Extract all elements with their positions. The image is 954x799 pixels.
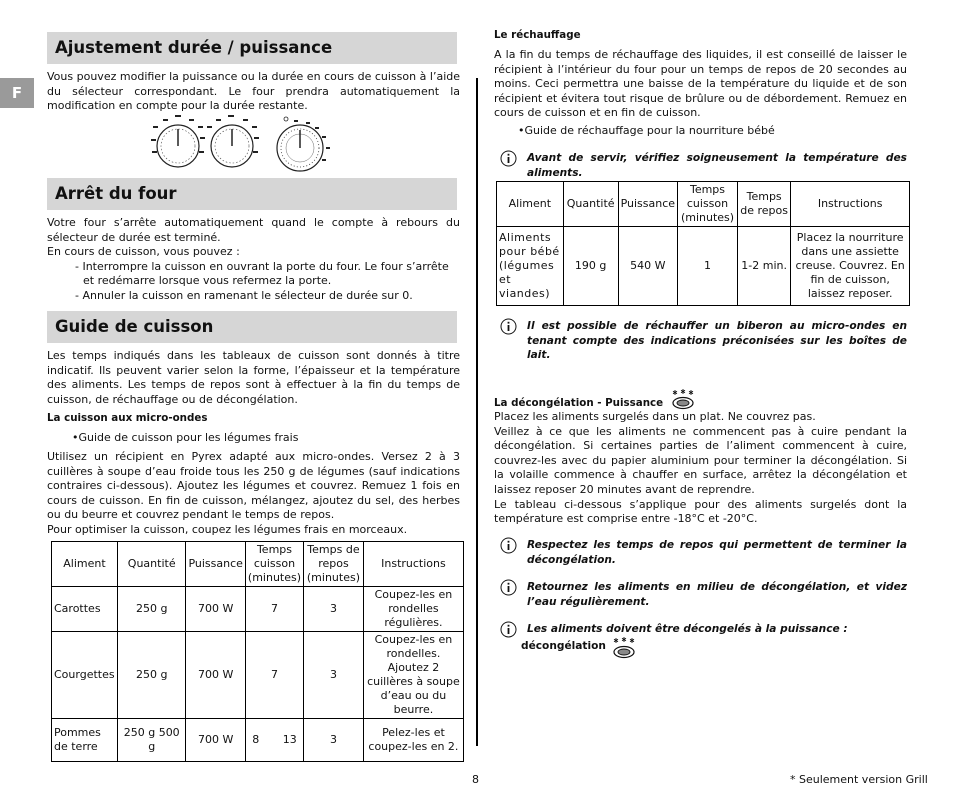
reheat-bullet-bebe: •Guide de réchauffage pour la nourriture bébé bbox=[518, 124, 775, 137]
info-text-3: Respectez les temps de repos qui permettent de terminer la décongélation. bbox=[527, 539, 907, 566]
guide-bullet-legumes: •Guide de cuisson pour les légumes frais bbox=[72, 431, 299, 444]
table-header-cell: Quantité bbox=[117, 542, 186, 587]
vegetables-cooking-table bbox=[51, 541, 464, 762]
table-row bbox=[52, 587, 464, 632]
table-header-cell: Temps de repos (minutes) bbox=[304, 542, 364, 587]
cell-puissance: 540 W bbox=[618, 227, 677, 306]
cell-aliment: Pommes de terre bbox=[52, 719, 118, 762]
arret-text bbox=[47, 216, 460, 304]
page-number: 8 bbox=[472, 773, 479, 786]
defrost-snowflake-icon bbox=[671, 388, 695, 410]
power-knob-2-icon bbox=[207, 115, 259, 167]
cell-quantite: 250 g bbox=[117, 632, 186, 719]
info-text-1: Avant de servir, vérifiez soigneusement la température des aliments. bbox=[527, 152, 907, 179]
section-title-ajustement: Ajustement durée / puissance bbox=[47, 32, 457, 64]
cell-repos: 3 bbox=[304, 719, 364, 762]
defrost-text bbox=[494, 410, 907, 527]
info-icon bbox=[500, 150, 517, 167]
cell-aliment: Courgettes bbox=[52, 632, 118, 719]
cell-aliment: Carottes bbox=[52, 587, 118, 632]
table-header-cell: Puissance bbox=[618, 182, 677, 227]
cell-aliment: Aliments pour bébé (légumes et viandes) bbox=[497, 227, 564, 306]
info-icon bbox=[500, 318, 517, 335]
defrost-p2: Veillez à ce que les aliments ne commencent pas à cuire pendant la décongélation. Si certaines parties de l’aliment commencent à cuire, couvrez-les avec du papier aluminium pour terminer la décongélation. Si la volaille commence à chauffer en surface, arrêtez la décongélation et laissez reposer 20 minutes avant de reprendre. bbox=[494, 424, 907, 496]
table-header-cell: Temps cuisson (minutes) bbox=[245, 542, 303, 587]
info-icon bbox=[500, 621, 517, 638]
section-title-guide: Guide de cuisson bbox=[47, 311, 457, 343]
reheat-subtitle: Le réchauffage bbox=[494, 29, 581, 41]
arret-p2: En cours de cuisson, vous pouvez : bbox=[47, 245, 240, 259]
cell-repos: 1-2 min. bbox=[737, 227, 790, 306]
table-header-cell: Temps cuisson (minutes) bbox=[678, 182, 738, 227]
defrost-p1: Placez les aliments surgelés dans un plat. Ne couvrez pas. bbox=[494, 410, 816, 423]
info-icon bbox=[500, 579, 517, 596]
guide-subtitle-microondes: La cuisson aux micro-ondes bbox=[47, 412, 208, 424]
cell-quantite: 250 g bbox=[117, 587, 186, 632]
table-header-row bbox=[52, 542, 464, 587]
defrost-subtitle: La décongélation - Puissance bbox=[494, 397, 664, 409]
info-note-4 bbox=[500, 580, 907, 609]
timer-knob-icon bbox=[277, 117, 330, 171]
guide-intro: Les temps indiqués dans les tableaux de cuisson sont donnés à titre indicatif. Ils peuvent varier selon la forme, l’épaisseur et la température des aliments. Les temps de repos sont à effectuer à la fin du temps de cuisson, de réchauffage ou de décongélation. bbox=[47, 349, 460, 406]
defrost-p3: Le tableau ci-dessous s’applique pour des aliments surgelés dont la température est comprise entre -18°C et -20°C. bbox=[494, 497, 907, 526]
cell-quantite: 190 g bbox=[563, 227, 618, 306]
cell-puissance: 700 W bbox=[186, 719, 245, 762]
table-row bbox=[52, 719, 464, 762]
info-note-3 bbox=[500, 538, 907, 567]
cell-temps: 1 bbox=[678, 227, 738, 306]
table-header-cell: Instructions bbox=[791, 182, 910, 227]
arret-item1b: et redémarre lorsque vous refermez la porte. bbox=[83, 274, 332, 288]
defrost-subtitle-row bbox=[494, 396, 695, 410]
arret-item1a: - Interrompre la cuisson en ouvrant la porte du four. Le four s’arrête bbox=[75, 259, 449, 273]
power-knob-icon bbox=[151, 115, 205, 167]
info-text-5: Les aliments doivent être décongelés à la puissance : bbox=[527, 623, 848, 635]
cell-quantite: 250 g 500 g bbox=[117, 719, 186, 762]
table-header-row bbox=[497, 182, 910, 227]
table-header-cell: Puissance bbox=[186, 542, 245, 587]
arret-p1: Votre four s’arrête automatiquement quand le compte à rebours du sélecteur de durée est terminé. bbox=[47, 216, 460, 244]
cell-puissance: 700 W bbox=[186, 632, 245, 719]
footnote: * Seulement version Grill bbox=[790, 773, 928, 786]
info-text-2: Il est possible de réchauffer un biberon au micro-ondes en tenant compte des indications préconisées sur les boîtes de lait. bbox=[527, 320, 907, 362]
info-text-5b: décongélation bbox=[521, 640, 606, 652]
table-header-cell: Temps de repos bbox=[737, 182, 790, 227]
cell-instructions: Pelez-les et coupez-les en 2. bbox=[363, 719, 463, 762]
arret-item2: - Annuler la cuisson en ramenant le sélecteur de durée sur 0. bbox=[75, 288, 413, 302]
cell-repos: 3 bbox=[304, 632, 364, 719]
cell-repos: 3 bbox=[304, 587, 364, 632]
guide-p2: Utilisez un récipient en Pyrex adapté aux micro-ondes. Versez 2 à 3 cuillères à soupe d’eau froide tous les 250 g de légumes (sauf indications contraires ci-dessous). Ajoutez les légumes et couvrez. Remuez 1 fois en cours de cuisson. En fin de cuisson, mélangez, ajoutez du sel, des herbes ou du beurre et couvrez pendant le temps de repos. bbox=[47, 450, 460, 522]
info-text-4: Retournez les aliments en milieu de décongélation, et videz l’eau régulièrement. bbox=[527, 581, 907, 608]
table-row bbox=[52, 632, 464, 719]
cell-puissance: 700 W bbox=[186, 587, 245, 632]
cell-temps: 7 bbox=[245, 632, 303, 719]
guide-instructions bbox=[47, 450, 460, 538]
table-header-cell: Instructions bbox=[363, 542, 463, 587]
table-header-cell: Aliment bbox=[497, 182, 564, 227]
info-note-2 bbox=[500, 319, 907, 363]
info-note-1 bbox=[500, 151, 907, 180]
table-header-cell: Aliment bbox=[52, 542, 118, 587]
info-note-5-power-row bbox=[521, 636, 636, 660]
table-row bbox=[497, 227, 910, 306]
language-tab: F bbox=[0, 78, 34, 108]
ajustement-text: Vous pouvez modifier la puissance ou la durée en cours de cuisson à l’aide du sélecteur correspondant. Le four prendra automatiquement la modification en compte pour la durée restante. bbox=[47, 70, 460, 113]
reheat-text: A la fin du temps de réchauffage des liquides, il est conseillé de laisser le récipient à l’intérieur du four pour un temps de repos de 20 secondes au moins. Ceci permettra une baisse de la température du liquide et de son récipient et évitera tout risque de brûlure ou de débordement. Remuez en cours de cuisson et en fin de cuisson. bbox=[494, 48, 907, 120]
table-header-cell: Quantité bbox=[563, 182, 618, 227]
selector-knobs-illustration bbox=[150, 113, 340, 175]
cell-temps: 7 bbox=[245, 587, 303, 632]
guide-p3: Pour optimiser la cuisson, coupez les légumes frais en morceaux. bbox=[47, 522, 408, 536]
defrost-power-icon bbox=[612, 636, 636, 660]
cell-instructions: Placez la nourriture dans une assiette creuse. Couvrez. En fin de cuisson, laissez reposer. bbox=[791, 227, 910, 306]
section-title-arret: Arrêt du four bbox=[47, 178, 457, 210]
cell-temps: 8 13 bbox=[245, 719, 303, 762]
babyfood-reheat-table bbox=[496, 181, 910, 306]
cell-instructions: Coupez-les en rondelles. Ajoutez 2 cuillères à soupe d’eau ou du beurre. bbox=[363, 632, 463, 719]
column-divider bbox=[476, 78, 478, 746]
cell-instructions: Coupez-les en rondelles régulières. bbox=[363, 587, 463, 632]
info-icon bbox=[500, 537, 517, 554]
